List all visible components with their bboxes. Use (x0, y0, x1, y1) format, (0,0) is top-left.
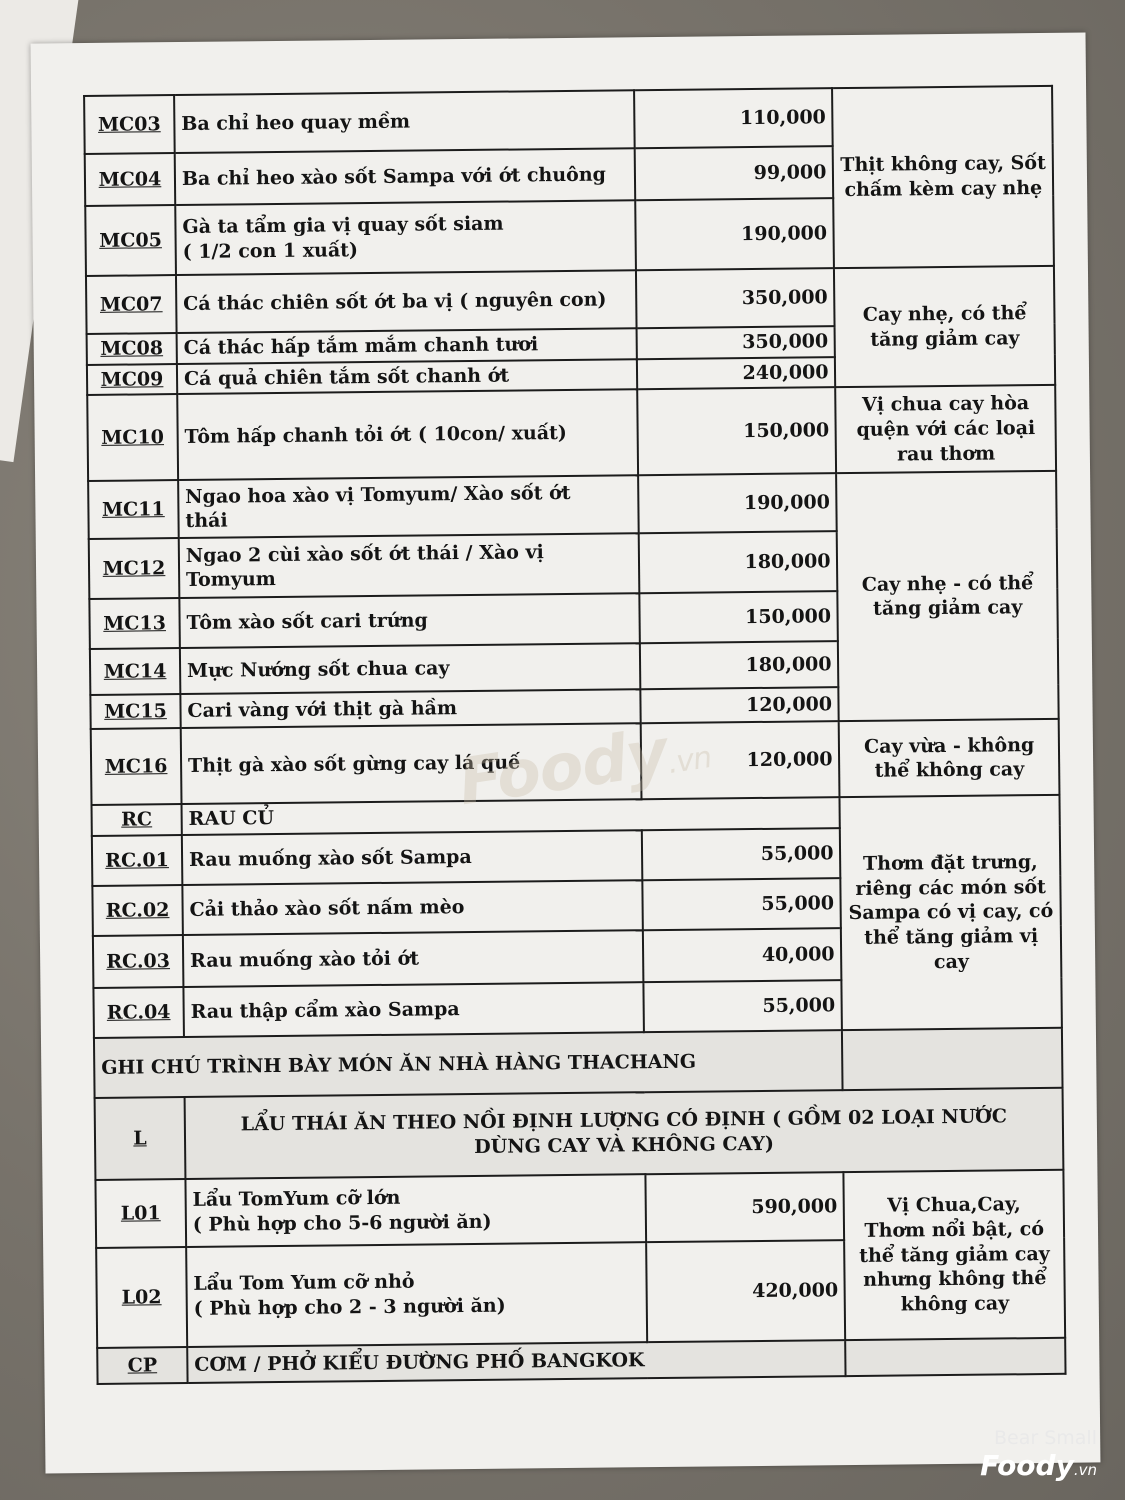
note-line: Thịt không cay, Sốt (840, 152, 1046, 177)
watermark-brand: Foody (454, 715, 672, 821)
item-name-cell (176, 270, 637, 333)
menu-sheet (31, 33, 1101, 1474)
menu-row (86, 266, 1055, 334)
item-code: MC11 (88, 480, 179, 539)
item-code: L02 (96, 1247, 187, 1348)
item-price: 99,000 (635, 146, 834, 200)
item-name-cell (175, 148, 636, 205)
item-name: Tôm hấp chanh tỏi ớt ( 10con/ xuất) (184, 421, 567, 449)
item-code: L01 (95, 1179, 186, 1248)
item-code: RC.01 (92, 835, 182, 886)
watermark-suffix: .vn (665, 739, 714, 782)
item-name-cell (179, 594, 640, 649)
item-note-cell (844, 1170, 1065, 1340)
item-price: 190,000 (636, 198, 835, 270)
note-line: quện với các loại (856, 417, 1036, 441)
section-title-line1: LẨU THÁI ĂN THEO NỒI ĐỊNH LƯỢNG CÓ ĐỊNH ( GỒM 02 LOẠI NƯỚC (240, 1105, 1008, 1136)
item-name: Cải thảo xào sốt nấm mèo (189, 895, 465, 921)
item-note-cell (839, 719, 1059, 797)
item-note-cell (833, 86, 1054, 268)
section-header-row (95, 1088, 1064, 1180)
note-line: tăng giảm cay (870, 326, 1020, 351)
item-name-cell (177, 359, 638, 395)
item-name: Ngao hoa xào vị Tomyum/ Xào sốt ớt (185, 481, 571, 508)
note-line: Vị chua cay hòa (861, 392, 1030, 417)
photo-credit (980, 1427, 1097, 1482)
note-line: riêng các món sốt (855, 875, 1046, 900)
section-code: L (95, 1097, 186, 1180)
item-price: 120,000 (641, 688, 839, 724)
section-code: CP (97, 1347, 187, 1384)
item-name-line2: ( 1/2 con 1 xuất) (182, 239, 359, 263)
note-line: chấm kèm cay nhẹ (844, 176, 1043, 202)
item-price: 240,000 (637, 357, 835, 390)
note-line: Sampa có vị cay, có (848, 900, 1054, 925)
item-code: MC08 (87, 333, 177, 365)
item-name-line2: ( Phù hợp cho 5-6 người ăn) (192, 1210, 492, 1236)
note-line: thể tăng giảm vị (864, 925, 1039, 949)
item-code: MC10 (87, 394, 178, 481)
item-name-cell (177, 390, 638, 481)
item-name: Ba chỉ heo quay mềm (181, 110, 411, 135)
item-price: 190,000 (638, 474, 837, 534)
item-name: Rau muống xào tỏi ớt (189, 947, 420, 972)
item-name-cell (174, 90, 635, 153)
item-code: MC07 (86, 275, 177, 334)
credit-suffix: .vn (1073, 1461, 1097, 1479)
item-price: 55,000 (643, 878, 842, 930)
item-name: Thịt gà xào sốt gừng cay lá quế (187, 751, 521, 777)
item-name-line2: ( Phù hợp cho 2 - 3 người ăn) (193, 1294, 506, 1320)
item-code: MC13 (89, 598, 179, 649)
item-name-line2: Tomyum (185, 568, 276, 592)
item-name-cell (180, 644, 641, 695)
item-code: MC04 (85, 153, 175, 206)
section-title (185, 1088, 1064, 1179)
note-line: cay (933, 950, 970, 973)
item-price: 350,000 (636, 268, 835, 328)
note-line: Thơm đặt trưng, (862, 851, 1038, 875)
note-line: rau thơm (896, 442, 996, 466)
credit-author: Bear Small (994, 1427, 1097, 1449)
item-price: 590,000 (646, 1172, 845, 1242)
item-name-cell (178, 476, 639, 539)
item-price: 110,000 (634, 88, 833, 148)
item-name: Ba chỉ heo xào sốt Sampa với ớt chuông (181, 163, 607, 190)
item-note-cell (834, 266, 1055, 388)
item-name-cell (183, 930, 644, 987)
item-price: 150,000 (638, 388, 837, 476)
item-price: 120,000 (641, 722, 840, 800)
item-note-cell (837, 471, 1059, 721)
section-title: RAU CỦ (181, 798, 840, 836)
note-line: Cay nhẹ - có thể (861, 571, 1034, 596)
item-price: 150,000 (640, 592, 839, 644)
item-code: MC14 (90, 648, 180, 695)
note-line: Cay vừa - không (864, 733, 1035, 758)
item-name: Mực Nướng sốt chua cay (186, 657, 450, 682)
empty-cell (842, 1028, 1062, 1090)
item-price: 350,000 (637, 326, 835, 359)
item-name: Rau muống xào sốt Sampa (188, 845, 472, 871)
item-name-cell (175, 200, 636, 275)
item-name-cell (179, 534, 640, 599)
item-code: MC16 (91, 728, 182, 805)
item-price: 420,000 (647, 1240, 846, 1342)
item-note-cell (840, 795, 1062, 1030)
menu-row (88, 471, 1057, 539)
item-name: Rau thập cẩm xào Sampa (190, 997, 460, 1023)
item-name-cell (182, 880, 643, 935)
item-price: 180,000 (640, 642, 839, 690)
note-line: Cay nhẹ, có thể (862, 302, 1027, 326)
section-title-line2: DÙNG CAY VÀ KHÔNG CAY) (474, 1132, 775, 1159)
item-code: MC12 (89, 538, 180, 599)
item-note-cell (836, 385, 1056, 473)
credit-brand: Foody (980, 1449, 1074, 1482)
item-name: Lẩu Tom Yum cỡ nhỏ (193, 1270, 415, 1296)
item-code: RC.02 (92, 885, 182, 936)
item-name: Cari vàng với thịt gà hầm (187, 697, 458, 722)
empty-cell (846, 1338, 1066, 1376)
note-line: Vị Chua,Cay, (887, 1193, 1021, 1217)
item-name: Gà ta tẩm gia vị quay sốt siam (182, 212, 504, 239)
item-name-cell (183, 982, 644, 1037)
note-line: không cay (900, 1292, 1010, 1316)
item-price: 55,000 (644, 980, 843, 1032)
note-line: thể tăng giảm cay (859, 1242, 1050, 1267)
item-name: Cá thác chiên sốt ớt ba vị ( nguyên con) (183, 288, 607, 315)
menu-row (84, 86, 1053, 154)
item-name-cell (177, 328, 638, 364)
item-code: MC09 (87, 364, 177, 396)
item-name: Cá thác hấp tắm mắm chanh tươi (183, 333, 539, 359)
note-line: Thơm nổi bật, có (864, 1218, 1045, 1242)
notes-heading-row (94, 1028, 1063, 1098)
item-name: Tôm xào sốt cari trứng (186, 609, 428, 634)
item-name-cell (180, 690, 641, 729)
item-code: MC03 (84, 95, 175, 154)
note-line: tăng giảm cay (872, 596, 1023, 621)
section-code: RC (92, 804, 182, 836)
note-line: nhưng không thể (863, 1267, 1047, 1292)
item-price: 55,000 (642, 828, 841, 880)
note-line: thể không cay (874, 758, 1025, 783)
item-price: 40,000 (643, 928, 842, 982)
item-name-line2: thái (185, 509, 228, 533)
menu-row (95, 1170, 1064, 1248)
item-code: MC15 (90, 694, 180, 729)
section-title: CƠM / PHỞ KIỂU ĐƯỜNG PHỐ BANGKOK (187, 1340, 846, 1383)
item-name-cell (182, 830, 643, 885)
item-code: MC05 (85, 205, 176, 276)
item-code: RC.03 (93, 935, 183, 988)
item-price: 180,000 (639, 532, 838, 594)
notes-heading: GHI CHÚ TRÌNH BÀY MÓN ĂN NHÀ HÀNG THACHANG (94, 1030, 843, 1098)
item-name-cell (185, 1174, 646, 1247)
item-name: Cá quả chiên tắm sốt chanh ớt (183, 364, 510, 390)
item-name: Lẩu TomYum cỡ lớn (192, 1187, 401, 1212)
item-name-cell (186, 1242, 647, 1347)
item-name: Ngao 2 cùi xào sốt ớt thái / Xào vị (185, 540, 544, 567)
item-code: RC.04 (93, 987, 183, 1038)
menu-row (87, 385, 1056, 481)
foody-logo (980, 1449, 1097, 1482)
